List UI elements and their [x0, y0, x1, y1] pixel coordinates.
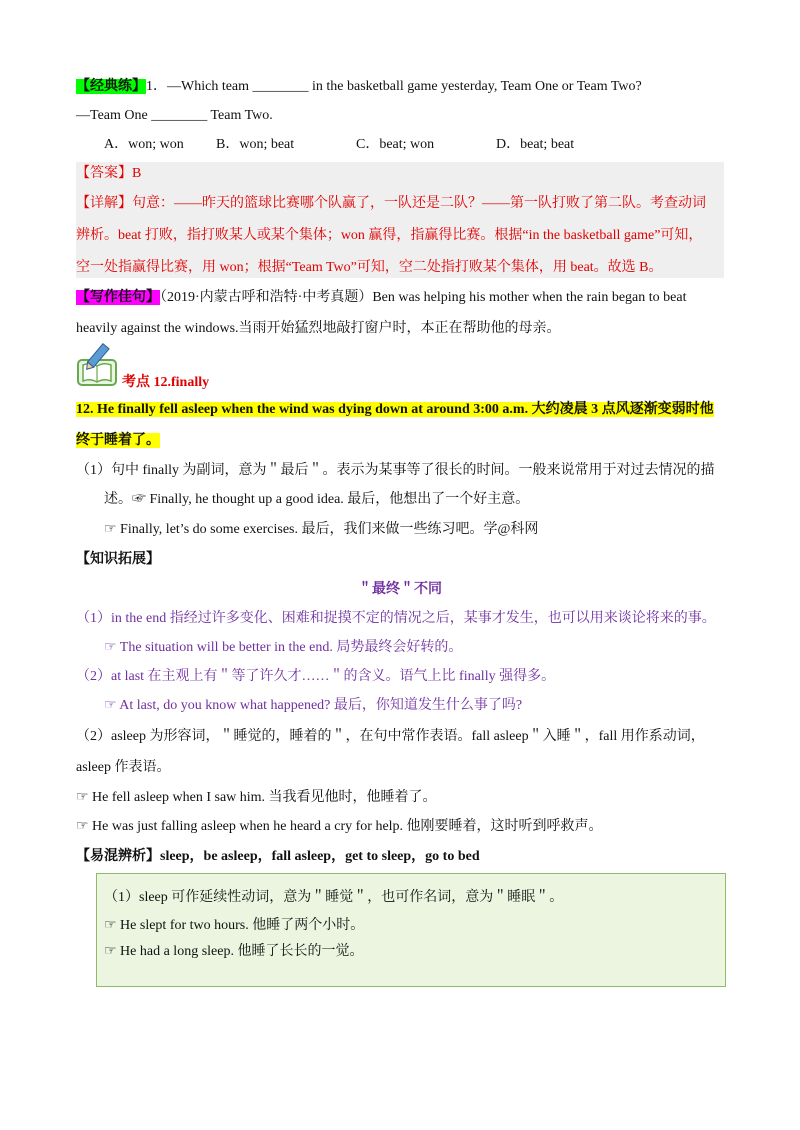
detail-line2: 辨析。beat 打败，指打败某人或某个集体；won 赢得，指赢得比赛。根据“in the basketball game”可知， — [76, 228, 703, 243]
extension-e1-example: ☞ The situation will be better in the end. 局势最终会好转的。 — [104, 640, 463, 655]
writing-line2: heavily against the windows.当雨开始猛烈地敲打窗户时，本正在帮助他的母亲。 — [76, 321, 561, 336]
writing-line1 — [76, 288, 686, 308]
key-sentence-text1: 12. He finally fell asleep when the wind was dying down at around 3:00 a.m. 大约凌晨 3 点风逐渐变弱时他 — [76, 402, 714, 417]
box-line3: ☞ He had a long sleep. 他睡了长长的一觉。 — [104, 944, 364, 959]
detail-text1: 句意：——昨天的篮球比赛哪个队赢了，一队还是二队？——第一队打败了第二队。考查动词 — [132, 196, 706, 211]
key-sentence-text2: 终于睡着了。 — [76, 433, 160, 448]
option-b: B．won; beat — [216, 137, 295, 152]
writing-text1: （2019·内蒙古呼和浩特·中考真题）Ben was helping his mother when the rain began to beat — [160, 290, 687, 305]
option-a: A．won; won — [104, 137, 184, 152]
note1-line3: ☞ Finally, let’s do some exercises. 最后，我们来做一些练习吧。学@科网 — [104, 522, 539, 537]
book-pencil-icon — [77, 343, 117, 387]
extension-e2: （2）at last 在主观上有＂等了许久才……＂的含义。语气上比 finally 强得多。 — [76, 669, 556, 684]
detail-line3: 空一处指赢得比赛，用 won；根据“Team Two”可知，空二处指打败某个集体，用 beat。故选 B。 — [76, 260, 663, 275]
confusion-line — [76, 847, 480, 867]
confusion-tag: 【易混辨析】 — [76, 849, 160, 864]
writing-tag: 【写作佳句】 — [76, 290, 160, 305]
detail-label: 【详解】 — [76, 196, 132, 211]
asleep-example2: ☞ He was just falling asleep when he heard a cry for help. 他刚要睡着，这时听到呼救声。 — [76, 819, 603, 834]
note1-line1: （1）句中 finally 为副词，意为＂最后＂。表示为某事等了很长的时间。一般来说常用于对过去情况的描 — [76, 463, 715, 478]
key-sentence-line2 — [76, 431, 160, 451]
box-line1: （1）sleep 可作延续性动词，意为＂睡觉＂，也可作名词，意为＂睡眠＂。 — [104, 890, 564, 905]
asleep-example1: ☞ He fell asleep when I saw him. 当我看见他时，他睡着了。 — [76, 790, 437, 805]
extension-e1: （1）in the end 指经过许多变化、困难和捉摸不定的情况之后，某事才发生，也可以用来谈论将来的事。 — [76, 611, 716, 626]
option-c: C．beat; won — [356, 137, 435, 152]
exercise-q2: —Team One ________ Team Two. — [76, 108, 273, 123]
confusion-title: sleep，be asleep，fall asleep，get to sleep，go to bed — [160, 849, 480, 864]
answer-label: 【答案】B — [76, 166, 142, 181]
asleep-line2: asleep 作表语。 — [76, 760, 171, 775]
exercise-tag: 【经典练】 — [76, 79, 146, 94]
exercise-question-line1 — [76, 77, 642, 97]
note1-line2: 述。☞ Finally, he thought up a good idea. 最后，他想出了一个好主意。 — [104, 492, 530, 507]
detail-line1 — [76, 194, 706, 214]
extension-title: ＂最终＂不同 — [358, 582, 442, 597]
asleep-line1: （2）asleep 为形容词，＂睡觉的，睡着的＂，在句中常作表语。fall asleep＂入睡＂，fall 用作系动词， — [76, 729, 705, 744]
exercise-q1: 1．—Which team ________ in the basketball game yesterday, Team One or Team Two? — [146, 79, 642, 94]
point-label: 考点 12.finally — [122, 375, 210, 390]
extension-tag: 【知识拓展】 — [76, 552, 160, 567]
key-sentence-line1 — [76, 400, 714, 420]
box-line2: ☞ He slept for two hours. 他睡了两个小时。 — [104, 918, 365, 933]
extension-e2-example: ☞ At last, do you know what happened? 最后，你知道发生什么事了吗? — [104, 698, 523, 713]
option-d: D．beat; beat — [496, 137, 575, 152]
